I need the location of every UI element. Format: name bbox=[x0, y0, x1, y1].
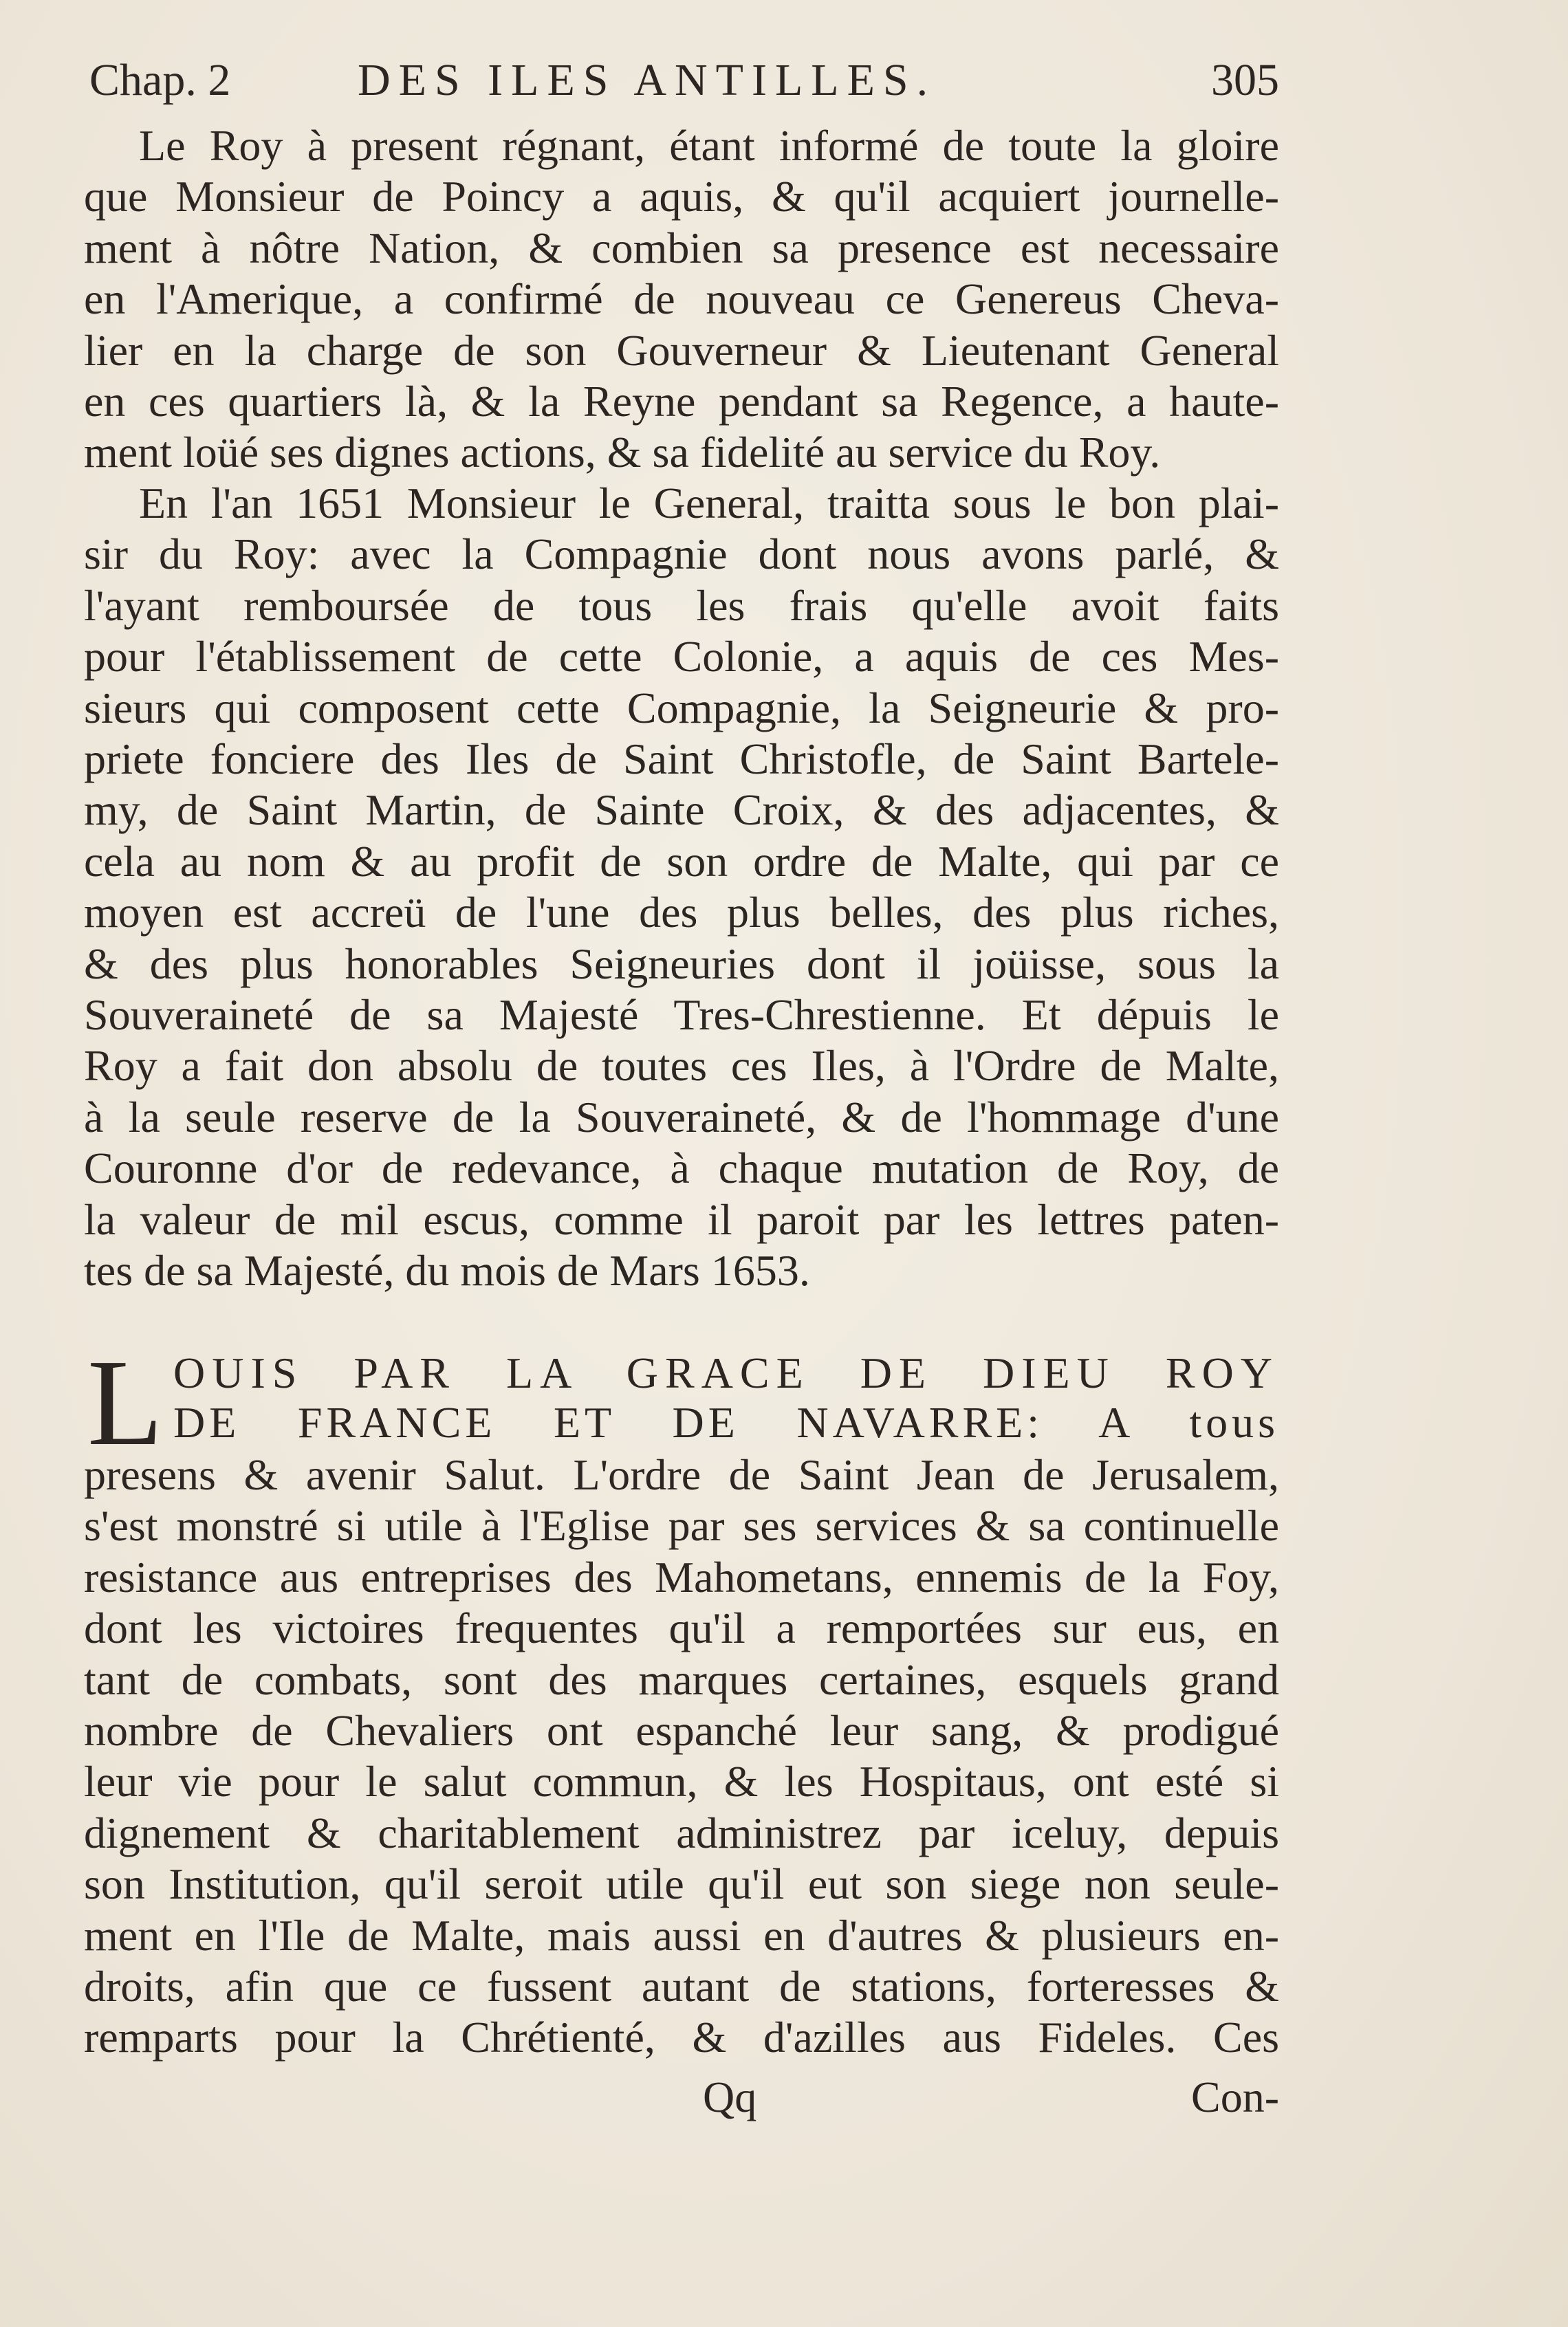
text-line: la valeur de mil escus, comme il paroit par les lettres paten- bbox=[84, 1194, 1279, 1244]
text-line: dont les victoires frequentes qu'il a remportées sur eus, en bbox=[84, 1604, 1279, 1653]
text-line: tes de sa Majesté, du mois de Mars 1653. bbox=[84, 1246, 810, 1296]
text-line: Couronne d'or de redevance, à chaque mutation de Roy, de bbox=[84, 1144, 1279, 1193]
caps-heading-line: DE FRANCE ET DE NAVARRE: A tous bbox=[173, 1398, 1279, 1447]
text-line: dignement & charitablement administrez par iceluy, depuis bbox=[84, 1808, 1279, 1857]
text-line: presens & avenir Salut. L'ordre de Saint Jean de Jerusalem, bbox=[84, 1450, 1279, 1499]
text-line: & des plus honorables Seigneuries dont il joüisse, sous la bbox=[84, 939, 1279, 988]
text-line: pour l'établissement de cette Colonie, a aquis de ces Mes- bbox=[84, 632, 1279, 681]
page-footer bbox=[84, 2070, 1279, 2125]
text-line: Le Roy à present régnant, étant informé de toute la gloire bbox=[139, 121, 1279, 170]
royal-letter bbox=[84, 1334, 1279, 2063]
text-line: à la seule reserve de la Souveraineté, & de l'hommage d'une bbox=[84, 1092, 1279, 1141]
text-line: droits, afin que ce fussent autant de stations, forteresses & bbox=[84, 1962, 1279, 2011]
text-line: Roy a fait don absolu de toutes ces Iles, à l'Ordre de Malte, bbox=[84, 1041, 1279, 1091]
page-header bbox=[89, 50, 1279, 111]
chapter-label: Chap. 2 bbox=[89, 55, 231, 105]
paragraph-1 bbox=[84, 120, 1279, 479]
text-line: en l'Amerique, a confirmé de nouveau ce Genereus Cheva- bbox=[84, 274, 1279, 324]
text-line: son Institution, qu'il seroit utile qu'il eut son siege non seule- bbox=[84, 1859, 1279, 1909]
text-line: ment à nôtre Nation, & combien sa presence est necessaire bbox=[84, 223, 1279, 272]
text-line: En l'an 1651 Monsieur le General, traitta sous le bon plai- bbox=[139, 479, 1279, 527]
text-line: leur vie pour le salut commun, & les Hospitaus, ont esté si bbox=[84, 1757, 1279, 1806]
catchword: Con- bbox=[1191, 2073, 1279, 2121]
text-line: lier en la charge de son Gouverneur & Lieutenant General bbox=[84, 325, 1279, 375]
text-line: my, de Saint Martin, de Sainte Croix, & des adjacentes, & bbox=[84, 785, 1279, 835]
text-line: ment loüé ses dignes actions, & sa fidelité au service du Roy. bbox=[84, 428, 1161, 477]
text-line: sieurs qui composent cette Compagnie, la Seigneurie & pro- bbox=[84, 683, 1279, 732]
text-line: sir du Roy: avec la Compagnie dont nous avons parlé, & bbox=[84, 529, 1279, 579]
paragraph-2 bbox=[84, 478, 1279, 1297]
text-line: Souveraineté de sa Majesté Tres-Chrestienne. Et dépuis le bbox=[84, 990, 1279, 1040]
page-number: 305 bbox=[1211, 55, 1279, 105]
caps-heading-line: OUIS PAR LA GRACE DE DIEU ROY bbox=[173, 1348, 1279, 1397]
text-line: ment en l'Ile de Malte, mais aussi en d'autres & plusieurs en- bbox=[84, 1910, 1279, 1960]
text-line: priete fonciere des Iles de Saint Christofle, de Saint Bartele- bbox=[84, 734, 1279, 784]
running-title: DES ILES ANTILLES. bbox=[358, 55, 937, 105]
drop-cap: L bbox=[87, 1334, 163, 1471]
letter-body bbox=[84, 1450, 1279, 2064]
text-line: s'est monstré si utile à l'Eglise par ses services & sa continuelle bbox=[84, 1501, 1279, 1551]
text-line: que Monsieur de Poincy a aquis, & qu'il acquiert journelle- bbox=[84, 172, 1279, 221]
text-line: en ces quartiers là, & la Reyne pendant sa Regence, a haute- bbox=[84, 377, 1279, 426]
text-line: l'ayant remboursée de tous les frais qu'elle avoit faits bbox=[84, 580, 1279, 630]
signature-mark: Qq bbox=[703, 2073, 757, 2121]
text-line: remparts pour la Chrétienté, & d'azilles aus Fideles. Ces bbox=[84, 2013, 1279, 2062]
text-line: resistance aus entreprises des Mahometans, ennemis de la Foy, bbox=[84, 1552, 1279, 1602]
text-line: nombre de Chevaliers ont espanché leur sang, & prodigué bbox=[84, 1706, 1279, 1756]
text-line: tant de combats, sont des marques certaines, esquels grand bbox=[84, 1654, 1279, 1704]
text-line: cela au nom & au profit de son ordre de Malte, qui par ce bbox=[84, 836, 1279, 886]
text-line: moyen est accreü de l'une des plus belles, des plus riches, bbox=[84, 888, 1279, 937]
